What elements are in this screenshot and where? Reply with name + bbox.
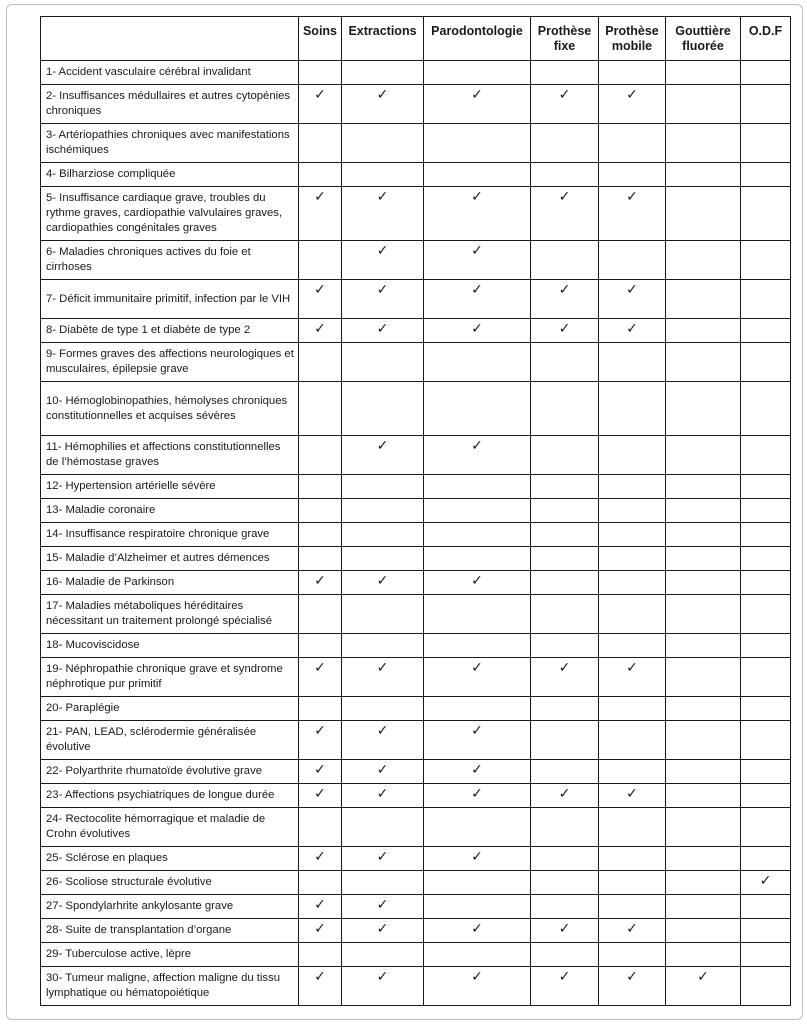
empty-cell	[299, 163, 342, 187]
empty-cell	[741, 382, 791, 436]
checkmark-icon: ✓	[342, 721, 424, 760]
table-row	[41, 943, 791, 967]
table-row	[41, 895, 791, 919]
empty-cell	[531, 343, 599, 382]
condition-label: 14- Insuffisance respiratoire chronique grave	[41, 523, 299, 547]
empty-cell	[299, 634, 342, 658]
empty-cell	[666, 499, 741, 523]
condition-label: 8- Diabète de type 1 et diabète de type 2	[41, 319, 299, 343]
checkmark-icon: ✓	[299, 895, 342, 919]
table-row	[41, 436, 791, 475]
empty-cell	[299, 808, 342, 847]
checkmark-icon: ✓	[299, 721, 342, 760]
empty-cell	[666, 547, 741, 571]
header-soins: Soins	[299, 17, 342, 61]
empty-cell	[342, 382, 424, 436]
condition-label: 27- Spondylarhrite ankylosante grave	[41, 895, 299, 919]
empty-cell	[666, 187, 741, 241]
empty-cell	[741, 280, 791, 319]
empty-cell	[599, 241, 666, 280]
empty-cell	[666, 382, 741, 436]
empty-cell	[299, 943, 342, 967]
empty-cell	[531, 595, 599, 634]
empty-cell	[424, 697, 531, 721]
checkmark-icon: ✓	[531, 967, 599, 1006]
checkmark-icon: ✓	[342, 919, 424, 943]
empty-cell	[424, 634, 531, 658]
empty-cell	[666, 124, 741, 163]
checkmark-icon: ✓	[666, 967, 741, 1006]
empty-cell	[342, 697, 424, 721]
empty-cell	[299, 382, 342, 436]
condition-label: 11- Hémophilies et affections constitutionnelles de l’hémostase graves	[41, 436, 299, 475]
table-row	[41, 280, 791, 319]
empty-cell	[424, 547, 531, 571]
empty-cell	[741, 319, 791, 343]
table-row	[41, 697, 791, 721]
empty-cell	[666, 343, 741, 382]
checkmark-icon: ✓	[342, 187, 424, 241]
empty-cell	[299, 499, 342, 523]
table-header-row	[41, 17, 791, 61]
empty-cell	[299, 343, 342, 382]
empty-cell	[299, 595, 342, 634]
checkmark-icon: ✓	[424, 919, 531, 943]
checkmark-icon: ✓	[342, 280, 424, 319]
checkmark-icon: ✓	[342, 571, 424, 595]
empty-cell	[741, 808, 791, 847]
empty-cell	[342, 595, 424, 634]
condition-label: 7- Déficit immunitaire primitif, infection par le VIH	[41, 280, 299, 319]
empty-cell	[424, 343, 531, 382]
checkmark-icon: ✓	[299, 571, 342, 595]
checkmark-icon: ✓	[599, 919, 666, 943]
empty-cell	[424, 895, 531, 919]
empty-cell	[531, 523, 599, 547]
empty-cell	[599, 847, 666, 871]
empty-cell	[599, 871, 666, 895]
checkmark-icon: ✓	[342, 319, 424, 343]
empty-cell	[666, 163, 741, 187]
empty-cell	[599, 697, 666, 721]
empty-cell	[666, 760, 741, 784]
checkmark-icon: ✓	[299, 187, 342, 241]
empty-cell	[741, 943, 791, 967]
empty-cell	[424, 595, 531, 634]
empty-cell	[741, 919, 791, 943]
checkmark-icon: ✓	[299, 85, 342, 124]
empty-cell	[531, 475, 599, 499]
checkmark-icon: ✓	[424, 85, 531, 124]
table-row	[41, 595, 791, 634]
condition-label: 10- Hémoglobinopathies, hémolyses chroniques constitutionnelles et acquises sévères	[41, 382, 299, 436]
condition-label: 16- Maladie de Parkinson	[41, 571, 299, 595]
checkmark-icon: ✓	[599, 967, 666, 1006]
checkmark-icon: ✓	[342, 436, 424, 475]
ald-dental-care-table	[40, 16, 791, 1006]
empty-cell	[666, 319, 741, 343]
empty-cell	[599, 382, 666, 436]
checkmark-icon: ✓	[531, 85, 599, 124]
checkmark-icon: ✓	[424, 187, 531, 241]
empty-cell	[599, 571, 666, 595]
condition-label: 15- Maladie d’Alzheimer et autres démences	[41, 547, 299, 571]
condition-label: 20- Paraplégie	[41, 697, 299, 721]
empty-cell	[424, 163, 531, 187]
empty-cell	[531, 871, 599, 895]
condition-label: 28- Suite de transplantation d’organe	[41, 919, 299, 943]
table-row	[41, 847, 791, 871]
checkmark-icon: ✓	[599, 784, 666, 808]
empty-cell	[741, 571, 791, 595]
checkmark-icon: ✓	[599, 280, 666, 319]
empty-cell	[599, 499, 666, 523]
empty-cell	[741, 241, 791, 280]
empty-cell	[424, 523, 531, 547]
empty-cell	[599, 343, 666, 382]
table-row	[41, 784, 791, 808]
empty-cell	[531, 547, 599, 571]
empty-cell	[599, 943, 666, 967]
empty-cell	[299, 697, 342, 721]
empty-cell	[424, 808, 531, 847]
empty-cell	[424, 871, 531, 895]
checkmark-icon: ✓	[741, 871, 791, 895]
empty-cell	[741, 634, 791, 658]
checkmark-icon: ✓	[599, 658, 666, 697]
empty-cell	[342, 634, 424, 658]
empty-cell	[531, 382, 599, 436]
empty-cell	[741, 499, 791, 523]
empty-cell	[666, 634, 741, 658]
empty-cell	[342, 475, 424, 499]
empty-cell	[424, 382, 531, 436]
empty-cell	[741, 547, 791, 571]
empty-cell	[666, 85, 741, 124]
table-row	[41, 475, 791, 499]
empty-cell	[741, 124, 791, 163]
table-row	[41, 61, 791, 85]
empty-cell	[342, 163, 424, 187]
empty-cell	[599, 760, 666, 784]
empty-cell	[531, 499, 599, 523]
table-row	[41, 919, 791, 943]
empty-cell	[299, 547, 342, 571]
empty-cell	[531, 895, 599, 919]
empty-cell	[299, 124, 342, 163]
empty-cell	[599, 547, 666, 571]
table-row	[41, 808, 791, 847]
checkmark-icon: ✓	[531, 280, 599, 319]
empty-cell	[342, 124, 424, 163]
checkmark-icon: ✓	[531, 919, 599, 943]
checkmark-icon: ✓	[342, 760, 424, 784]
checkmark-icon: ✓	[299, 319, 342, 343]
checkmark-icon: ✓	[599, 319, 666, 343]
checkmark-icon: ✓	[342, 847, 424, 871]
empty-cell	[342, 61, 424, 85]
empty-cell	[741, 475, 791, 499]
checkmark-icon: ✓	[299, 847, 342, 871]
condition-label: 26- Scoliose structurale évolutive	[41, 871, 299, 895]
empty-cell	[741, 85, 791, 124]
condition-label: 1- Accident vasculaire cérébral invalidant	[41, 61, 299, 85]
empty-cell	[741, 847, 791, 871]
empty-cell	[342, 499, 424, 523]
empty-cell	[299, 436, 342, 475]
checkmark-icon: ✓	[531, 658, 599, 697]
header-parodontologie: Parodontologie	[424, 17, 531, 61]
empty-cell	[666, 697, 741, 721]
empty-cell	[599, 124, 666, 163]
empty-cell	[599, 436, 666, 475]
checkmark-icon: ✓	[599, 85, 666, 124]
checkmark-icon: ✓	[342, 895, 424, 919]
condition-label: 29- Tuberculose active, lèpre	[41, 943, 299, 967]
header-extractions: Extractions	[342, 17, 424, 61]
empty-cell	[342, 808, 424, 847]
checkmark-icon: ✓	[531, 319, 599, 343]
empty-cell	[666, 895, 741, 919]
empty-cell	[299, 61, 342, 85]
header-prothese-mobile: Prothèse mobile	[599, 17, 666, 61]
condition-label: 24- Rectocolite hémorragique et maladie de Crohn évolutives	[41, 808, 299, 847]
table-row	[41, 571, 791, 595]
table-row	[41, 343, 791, 382]
condition-label: 5- Insuffisance cardiaque grave, troubles du rythme graves, cardiopathie valvulaires graves, cardiopathies congénitales graves	[41, 187, 299, 241]
condition-label: 18- Mucoviscidose	[41, 634, 299, 658]
empty-cell	[599, 61, 666, 85]
empty-cell	[342, 547, 424, 571]
empty-cell	[342, 871, 424, 895]
table-row	[41, 241, 791, 280]
empty-cell	[666, 784, 741, 808]
empty-cell	[531, 721, 599, 760]
empty-cell	[741, 523, 791, 547]
header-odf: O.D.F	[741, 17, 791, 61]
checkmark-icon: ✓	[299, 784, 342, 808]
empty-cell	[299, 475, 342, 499]
table-row	[41, 871, 791, 895]
condition-label: 3- Artériopathies chroniques avec manifestations ischémiques	[41, 124, 299, 163]
empty-cell	[666, 475, 741, 499]
header-prothese-fixe: Prothèse fixe	[531, 17, 599, 61]
table-row	[41, 85, 791, 124]
empty-cell	[531, 808, 599, 847]
empty-cell	[424, 475, 531, 499]
checkmark-icon: ✓	[531, 784, 599, 808]
checkmark-icon: ✓	[424, 280, 531, 319]
table-row	[41, 721, 791, 760]
condition-label: 17- Maladies métaboliques héréditaires nécessitant un traitement prolongé spécialisé	[41, 595, 299, 634]
condition-label: 30- Tumeur maligne, affection maligne du tissu lymphatique ou hématopoiétique	[41, 967, 299, 1006]
empty-cell	[741, 784, 791, 808]
empty-cell	[531, 943, 599, 967]
empty-cell	[531, 124, 599, 163]
checkmark-icon: ✓	[424, 721, 531, 760]
empty-cell	[342, 943, 424, 967]
empty-cell	[666, 658, 741, 697]
empty-cell	[666, 436, 741, 475]
checkmark-icon: ✓	[424, 967, 531, 1006]
empty-cell	[531, 436, 599, 475]
condition-label: 4- Bilharziose compliquée	[41, 163, 299, 187]
checkmark-icon: ✓	[424, 241, 531, 280]
empty-cell	[424, 61, 531, 85]
checkmark-icon: ✓	[342, 241, 424, 280]
condition-label: 19- Néphropathie chronique grave et syndrome néphrotique pur primitif	[41, 658, 299, 697]
condition-label: 12- Hypertension artérielle sévère	[41, 475, 299, 499]
table-row	[41, 163, 791, 187]
condition-label: 23- Affections psychiatriques de longue durée	[41, 784, 299, 808]
empty-cell	[741, 187, 791, 241]
table-row	[41, 319, 791, 343]
empty-cell	[599, 163, 666, 187]
empty-cell	[666, 721, 741, 760]
checkmark-icon: ✓	[424, 760, 531, 784]
empty-cell	[741, 343, 791, 382]
empty-cell	[599, 895, 666, 919]
empty-cell	[741, 895, 791, 919]
empty-cell	[666, 808, 741, 847]
checkmark-icon: ✓	[299, 760, 342, 784]
checkmark-icon: ✓	[531, 187, 599, 241]
condition-label: 25- Sclérose en plaques	[41, 847, 299, 871]
checkmark-icon: ✓	[342, 784, 424, 808]
empty-cell	[531, 241, 599, 280]
checkmark-icon: ✓	[424, 436, 531, 475]
empty-cell	[666, 523, 741, 547]
empty-cell	[424, 124, 531, 163]
header-blank-cell	[41, 17, 299, 61]
condition-label: 21- PAN, LEAD, sclérodermie généralisée évolutive	[41, 721, 299, 760]
checkmark-icon: ✓	[299, 919, 342, 943]
empty-cell	[666, 280, 741, 319]
condition-label: 9- Formes graves des affections neurologiques et musculaires, épilepsie grave	[41, 343, 299, 382]
empty-cell	[531, 163, 599, 187]
checkmark-icon: ✓	[342, 658, 424, 697]
empty-cell	[666, 61, 741, 85]
checkmark-icon: ✓	[299, 967, 342, 1006]
empty-cell	[666, 871, 741, 895]
empty-cell	[531, 61, 599, 85]
empty-cell	[741, 436, 791, 475]
checkmark-icon: ✓	[299, 658, 342, 697]
empty-cell	[424, 499, 531, 523]
empty-cell	[741, 697, 791, 721]
checkmark-icon: ✓	[299, 280, 342, 319]
condition-label: 13- Maladie coronaire	[41, 499, 299, 523]
empty-cell	[599, 595, 666, 634]
table-row	[41, 523, 791, 547]
empty-cell	[424, 943, 531, 967]
empty-cell	[741, 721, 791, 760]
empty-cell	[666, 571, 741, 595]
table-row	[41, 634, 791, 658]
table-row	[41, 658, 791, 697]
checkmark-icon: ✓	[342, 967, 424, 1006]
empty-cell	[599, 475, 666, 499]
checkmark-icon: ✓	[424, 847, 531, 871]
empty-cell	[666, 919, 741, 943]
empty-cell	[299, 871, 342, 895]
empty-cell	[531, 697, 599, 721]
empty-cell	[666, 241, 741, 280]
checkmark-icon: ✓	[342, 85, 424, 124]
empty-cell	[666, 595, 741, 634]
empty-cell	[531, 847, 599, 871]
table-row	[41, 499, 791, 523]
empty-cell	[741, 163, 791, 187]
empty-cell	[666, 943, 741, 967]
empty-cell	[342, 523, 424, 547]
empty-cell	[741, 658, 791, 697]
checkmark-icon: ✓	[424, 658, 531, 697]
empty-cell	[599, 721, 666, 760]
table-row	[41, 967, 791, 1006]
empty-cell	[342, 343, 424, 382]
empty-cell	[299, 523, 342, 547]
table-row	[41, 760, 791, 784]
condition-label: 2- Insuffisances médullaires et autres cytopénies chroniques	[41, 85, 299, 124]
header-gouttiere-fluoree: Gouttière fluorée	[666, 17, 741, 61]
table-row	[41, 382, 791, 436]
checkmark-icon: ✓	[424, 784, 531, 808]
table-row	[41, 124, 791, 163]
condition-label: 6- Maladies chroniques actives du foie et cirrhoses	[41, 241, 299, 280]
empty-cell	[299, 241, 342, 280]
empty-cell	[741, 61, 791, 85]
checkmark-icon: ✓	[599, 187, 666, 241]
checkmark-icon: ✓	[424, 571, 531, 595]
empty-cell	[666, 847, 741, 871]
empty-cell	[599, 523, 666, 547]
condition-label: 22- Polyarthrite rhumatoïde évolutive grave	[41, 760, 299, 784]
empty-cell	[531, 634, 599, 658]
empty-cell	[599, 808, 666, 847]
empty-cell	[531, 760, 599, 784]
empty-cell	[741, 760, 791, 784]
empty-cell	[741, 595, 791, 634]
table-row	[41, 187, 791, 241]
table-row	[41, 547, 791, 571]
checkmark-icon: ✓	[424, 319, 531, 343]
empty-cell	[531, 571, 599, 595]
empty-cell	[741, 967, 791, 1006]
empty-cell	[599, 634, 666, 658]
